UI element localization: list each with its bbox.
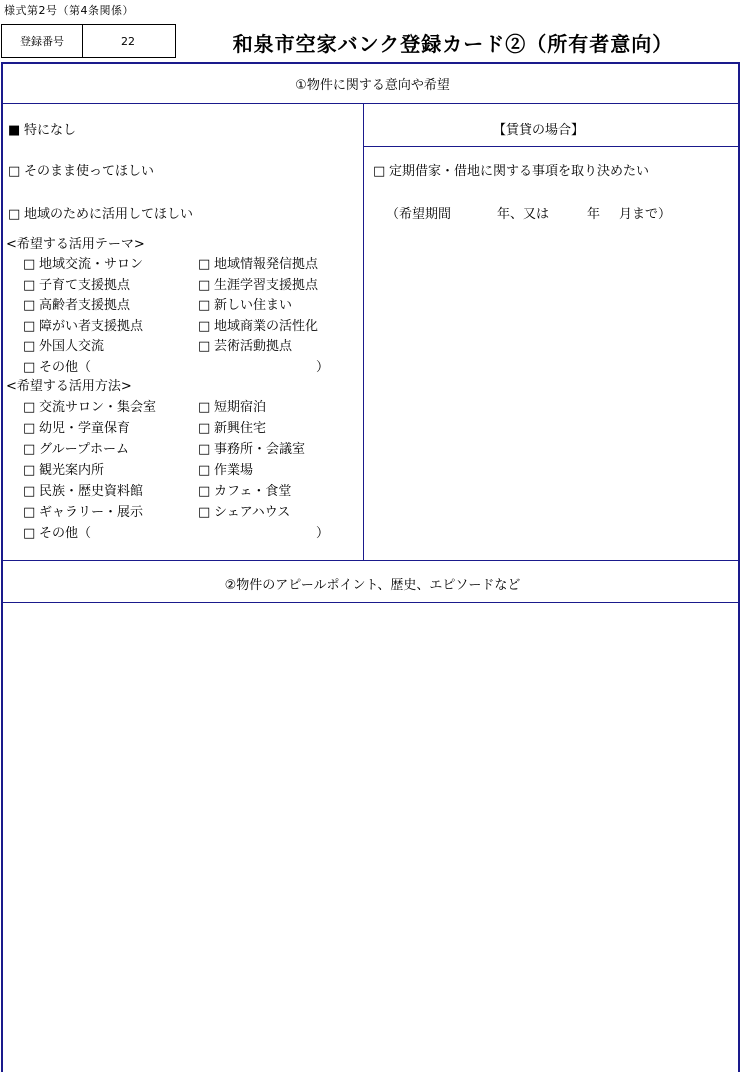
divider — [3, 560, 740, 561]
section1-heading: ①物件に関する意向や希望 — [295, 78, 450, 93]
checkbox-method[interactable]: □ ギャラリー・展示 — [23, 501, 143, 520]
checkbox-method[interactable]: □ 民族・歴史資料館 — [23, 480, 143, 499]
period-label: （希望期間 — [386, 207, 452, 222]
checkbox-method[interactable]: □ シェアハウス — [198, 501, 290, 520]
checkbox-theme[interactable]: □ 子育て支援拠点 — [23, 274, 130, 293]
section2-heading: ②物件のアピールポイント、歴史、エピソードなど — [224, 578, 521, 593]
period-year: 年 — [587, 207, 601, 222]
checkbox-use-as-is[interactable]: □ そのまま使ってほしい — [8, 160, 154, 179]
period-year-or: 年、又は — [497, 207, 550, 222]
checkbox-method[interactable]: □ 観光案内所 — [23, 459, 104, 478]
appeal-points-area[interactable] — [3, 603, 740, 1073]
checkbox-method[interactable]: □ 幼児・学童保育 — [23, 417, 130, 436]
period-until: 月まで） — [619, 207, 672, 222]
checkbox-theme[interactable]: □ 外国人交流 — [23, 335, 104, 354]
checkbox-theme[interactable]: □ 地域情報発信拠点 — [198, 253, 318, 272]
method-heading: <希望する活用方法> — [6, 379, 132, 394]
checkbox-method[interactable]: □ 事務所・会議室 — [198, 438, 305, 457]
checkbox-theme[interactable]: □ 障がい者支援拠点 — [23, 315, 143, 334]
checkbox-theme[interactable]: □ 高齢者支援拠点 — [23, 294, 130, 313]
registration-number-value[interactable]: 22 — [81, 24, 176, 58]
form-frame — [1, 62, 740, 1072]
checkbox-method-other[interactable]: □ その他（ — [23, 522, 91, 541]
divider — [3, 103, 740, 104]
checkbox-method[interactable]: □ 作業場 — [198, 459, 253, 478]
rental-heading: 【賃貸の場合】 — [493, 123, 585, 138]
method-other-close: ） — [316, 526, 330, 541]
checkbox-theme[interactable]: □ 地域商業の活性化 — [198, 315, 318, 334]
column-divider — [363, 103, 364, 560]
checkbox-method[interactable]: □ 短期宿泊 — [198, 396, 266, 415]
checkbox-method[interactable]: □ 新興住宅 — [198, 417, 266, 436]
checkbox-theme[interactable]: □ 芸術活動拠点 — [198, 335, 292, 354]
page-title: 和泉市空家バンク登録カード②（所有者意向） — [232, 31, 674, 56]
theme-other-close: ） — [316, 360, 330, 375]
checkbox-theme[interactable]: □ 生涯学習支援拠点 — [198, 274, 318, 293]
checkbox-theme[interactable]: □ 地域交流・サロン — [23, 253, 143, 272]
registration-number-label: 登録番号 — [1, 24, 83, 58]
checkbox-use-for-community[interactable]: □ 地域のために活用してほしい — [8, 203, 193, 222]
checkbox-method[interactable]: □ グループホーム — [23, 438, 129, 457]
checkbox-no-preference[interactable]: ■ 特になし — [8, 119, 76, 138]
checkbox-theme-other[interactable]: □ その他（ — [23, 356, 91, 375]
checkbox-fixed-term[interactable]: □ 定期借家・借地に関する事項を取り決めたい — [373, 160, 649, 179]
form-number-note: 様式第2号（第4条関係） — [4, 4, 134, 17]
theme-heading: <希望する活用テーマ> — [6, 237, 145, 252]
checkbox-method[interactable]: □ 交流サロン・集会室 — [23, 396, 156, 415]
checkbox-method[interactable]: □ カフェ・食堂 — [198, 480, 291, 499]
divider — [363, 146, 740, 147]
checkbox-theme[interactable]: □ 新しい住まい — [198, 294, 292, 313]
